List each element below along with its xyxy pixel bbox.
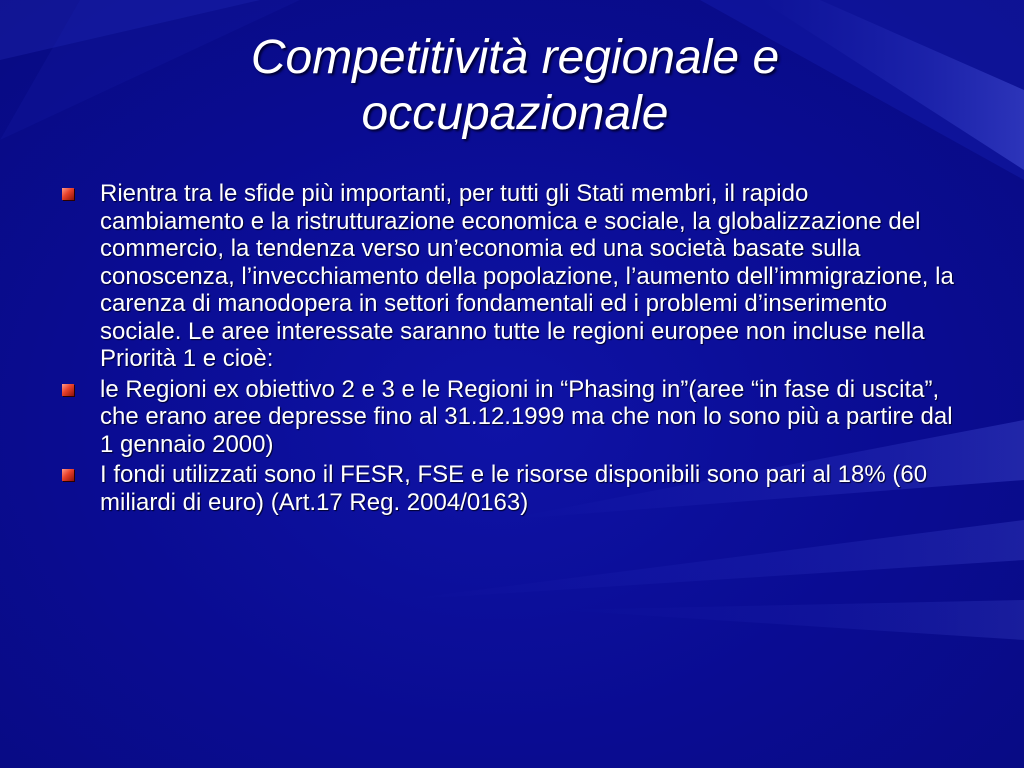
- bullet-text: Rientra tra le sfide più importanti, per tutti gli Stati membri, il rapido cambiamento e la ristrutturazione economica e sociale, la globalizzazione del commercio, la tendenza verso un’economia ed una società basate sulla conoscenza, l’invecchiamento della popolazione, l’aumento dell’immigrazione, la carenza di manodopera in settori fondamentali ed i problemi d’inserimento sociale. Le aree interessate saranno tutte le regioni europee non incluse nella Priorità 1 e cioè:: [100, 180, 954, 372]
- list-item: [58, 376, 958, 459]
- slide-title: Competitività regionale e occupazionale: [250, 31, 780, 140]
- bullet-list: [58, 180, 958, 519]
- square-bullet-icon: [62, 384, 74, 396]
- bullet-text: le Regioni ex obiettivo 2 e 3 e le Regioni in “Phasing in”(aree “in fase di uscita”, che erano aree depresse fino al 31.12.1999 ma che non lo sono più a partire dal 1 gennaio 2000): [100, 375, 953, 458]
- bullet-text: I fondi utilizzati sono il FESR, FSE e le risorse disponibili sono pari al 18% (60 miliardi di euro) (Art.17 Reg. 2004/0163): [100, 461, 928, 516]
- square-bullet-icon: [62, 188, 74, 200]
- list-item: [58, 461, 958, 516]
- list-item: [58, 180, 958, 373]
- square-bullet-icon: [62, 469, 74, 481]
